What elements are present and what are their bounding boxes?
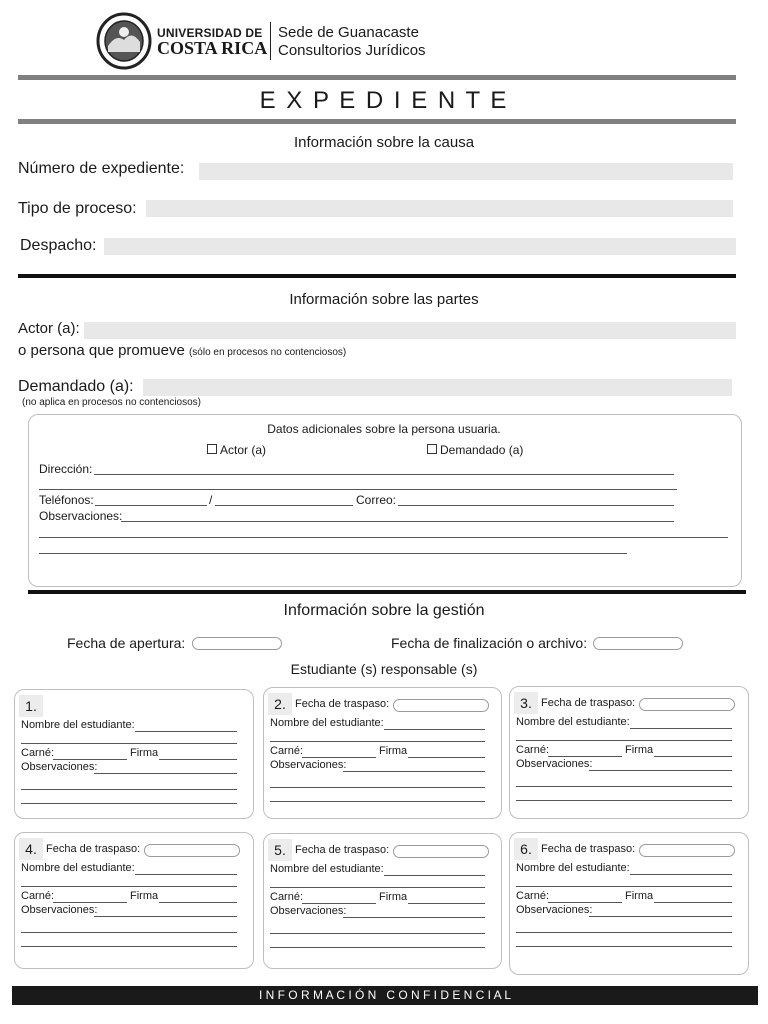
obs-line2-3[interactable]	[516, 786, 732, 787]
traspaso-field-3[interactable]	[639, 698, 735, 711]
obs-line2-5[interactable]	[270, 933, 485, 934]
observaciones-label: Observaciones:	[39, 509, 123, 523]
obs-line2-2[interactable]	[270, 787, 485, 788]
carne-label-1: Carné:	[21, 747, 55, 759]
nombre-label-3: Nombre del estudiante:	[516, 716, 630, 728]
apertura-label: Fecha de apertura:	[67, 635, 186, 651]
obs-line-5[interactable]	[343, 917, 485, 918]
obs-label-2: Observaciones:	[270, 759, 347, 771]
carne-line-6[interactable]	[548, 902, 622, 903]
nombre-line2-3[interactable]	[516, 740, 732, 741]
nombre-line-5[interactable]	[384, 875, 485, 876]
causa-heading: Información sobre la causa	[293, 134, 475, 151]
demandado-checkbox[interactable]	[427, 444, 437, 454]
carne-line-2[interactable]	[302, 757, 376, 758]
opt-actor-label: Actor (a)	[220, 443, 267, 457]
promueve-note: (sólo en procesos no contenciosos)	[188, 347, 347, 358]
firma-line-1[interactable]	[159, 759, 237, 760]
firma-label-2: Firma	[379, 745, 408, 757]
traspaso-label-2: Fecha de traspaso:	[295, 698, 390, 710]
finalizacion-field[interactable]	[593, 637, 683, 650]
telefono-line-1[interactable]	[95, 505, 207, 506]
opt-actor[interactable]	[207, 443, 266, 457]
observaciones-line-1[interactable]	[121, 521, 674, 522]
estudiantes-heading: Estudiante (s) responsable (s)	[290, 661, 478, 677]
obs-label-5: Observaciones:	[270, 905, 347, 917]
student-number-3: 3.	[514, 692, 538, 714]
nombre-line-2[interactable]	[384, 729, 485, 730]
nombre-label-1: Nombre del estudiante:	[21, 719, 135, 731]
dept-text: Consultorios Jurídicos	[278, 42, 426, 59]
tipo-field[interactable]	[146, 200, 733, 217]
traspaso-label-5: Fecha de traspaso:	[295, 844, 390, 856]
causa-divider	[18, 274, 736, 278]
carne-line-3[interactable]	[548, 756, 622, 757]
firma-line-3[interactable]	[654, 756, 732, 757]
firma-label-3: Firma	[625, 744, 654, 756]
nombre-line-1[interactable]	[135, 731, 237, 732]
title-bar	[18, 119, 736, 124]
nombre-line-4[interactable]	[135, 874, 237, 875]
obs-line3-1[interactable]	[21, 803, 237, 804]
traspaso-label-3: Fecha de traspaso:	[541, 697, 636, 709]
nombre-label-4: Nombre del estudiante:	[21, 862, 135, 874]
university-seal-icon	[96, 12, 152, 70]
gestion-heading: Información sobre la gestión	[283, 602, 485, 619]
obs-line-1[interactable]	[94, 773, 237, 774]
university-name-line1: UNIVERSIDAD DE	[157, 26, 263, 40]
obs-line3-3[interactable]	[516, 800, 732, 801]
actor-field[interactable]	[84, 322, 736, 339]
demandado-label: Demandado (a):	[18, 378, 134, 395]
direccion-label: Dirección:	[39, 462, 93, 476]
numero-label: Número de expediente:	[18, 160, 185, 177]
carne-label-4: Carné:	[21, 890, 55, 902]
nombre-label-5: Nombre del estudiante:	[270, 863, 384, 875]
nombre-label-6: Nombre del estudiante:	[516, 862, 630, 874]
university-name-line2: COSTA RICA	[157, 38, 268, 58]
firma-label-5: Firma	[379, 891, 408, 903]
page-title: E X P E D I E N T E	[259, 87, 509, 114]
obs-line2-1[interactable]	[21, 789, 237, 790]
nombre-label-2: Nombre del estudiante:	[270, 717, 384, 729]
firma-line-6[interactable]	[654, 902, 732, 903]
nombre-line-6[interactable]	[630, 874, 732, 875]
obs-line-3[interactable]	[589, 770, 732, 771]
header-divider	[270, 22, 271, 60]
firma-line-4[interactable]	[159, 902, 237, 903]
direccion-line-2[interactable]	[39, 489, 677, 490]
opt-demandado-label: Demandado (a)	[440, 443, 524, 457]
numero-field[interactable]	[199, 163, 733, 180]
observaciones-line-3[interactable]	[39, 553, 627, 554]
carne-line-5[interactable]	[302, 903, 376, 904]
carne-label-5: Carné:	[270, 891, 304, 903]
opt-demandado[interactable]	[427, 443, 523, 457]
despacho-label: Despacho:	[20, 237, 97, 254]
carne-line-1[interactable]	[53, 759, 127, 760]
traspaso-field-4[interactable]	[144, 844, 240, 857]
firma-label-1: Firma	[130, 747, 159, 759]
obs-line-4[interactable]	[94, 916, 237, 917]
observaciones-line-2[interactable]	[39, 537, 728, 538]
student-number-5: 5.	[268, 839, 292, 861]
top-bar	[18, 75, 736, 80]
telefono-line-2[interactable]	[215, 505, 353, 506]
traspaso-field-2[interactable]	[393, 699, 489, 712]
actor-label: Actor (a):	[18, 320, 80, 337]
demandado-note: (no aplica en procesos no contenciosos)	[22, 397, 201, 408]
telefono-slash: /	[209, 493, 213, 507]
despacho-field[interactable]	[104, 238, 736, 255]
firma-line-2[interactable]	[408, 757, 485, 758]
telefonos-label: Teléfonos:	[39, 493, 94, 507]
obs-line-2[interactable]	[343, 771, 485, 772]
obs-label-3: Observaciones:	[516, 758, 593, 770]
nombre-line2-5[interactable]	[270, 887, 485, 888]
gestion-divider	[28, 590, 746, 594]
partes-heading: Información sobre las partes	[289, 291, 479, 308]
correo-line[interactable]	[398, 505, 674, 506]
obs-line3-4[interactable]	[21, 946, 237, 947]
demandado-field[interactable]	[143, 379, 732, 396]
firma-label-4: Firma	[130, 890, 159, 902]
apertura-field[interactable]	[192, 637, 282, 650]
firma-label-6: Firma	[625, 890, 654, 902]
actor-checkbox[interactable]	[207, 444, 217, 454]
obs-label-1: Observaciones:	[21, 761, 98, 773]
obs-line2-6[interactable]	[516, 932, 732, 933]
traspaso-field-6[interactable]	[639, 844, 735, 857]
carne-label-6: Carné:	[516, 890, 550, 902]
adicionales-heading: Datos adicionales sobre la persona usuaria.	[267, 422, 501, 436]
student-number-1: 1.	[19, 695, 43, 717]
correo-label: Correo:	[356, 493, 397, 507]
promueve-label	[18, 342, 346, 359]
tipo-label: Tipo de proceso:	[18, 200, 137, 217]
nombre-line2-6[interactable]	[516, 886, 732, 887]
traspaso-label-6: Fecha de traspaso:	[541, 843, 636, 855]
obs-line3-5[interactable]	[270, 947, 485, 948]
direccion-line-1[interactable]	[94, 474, 674, 475]
footer-text: I N F O R M A C I Ó N C O N F I D E N C I A L	[258, 988, 512, 1002]
traspaso-label-4: Fecha de traspaso:	[46, 843, 141, 855]
nombre-line2-4[interactable]	[21, 886, 237, 887]
obs-line-6[interactable]	[589, 916, 732, 917]
obs-line3-2[interactable]	[270, 801, 485, 802]
carne-label-3: Carné:	[516, 744, 550, 756]
student-number-2: 2.	[268, 693, 292, 715]
carne-label-2: Carné:	[270, 745, 304, 757]
promueve-text: o persona que promueve	[18, 342, 185, 359]
obs-label-6: Observaciones:	[516, 904, 593, 916]
nombre-line2-1[interactable]	[21, 743, 237, 744]
student-number-4: 4.	[19, 838, 43, 860]
student-number-6: 6.	[514, 838, 538, 860]
sede-text: Sede de Guanacaste	[278, 24, 419, 41]
finalizacion-label: Fecha de finalización o archivo:	[391, 635, 588, 651]
obs-line2-4[interactable]	[21, 932, 237, 933]
nombre-line-3[interactable]	[630, 728, 732, 729]
obs-line3-6[interactable]	[516, 946, 732, 947]
nombre-line2-2[interactable]	[270, 741, 485, 742]
obs-label-4: Observaciones:	[21, 904, 98, 916]
traspaso-field-5[interactable]	[393, 845, 489, 858]
carne-line-4[interactable]	[53, 902, 127, 903]
firma-line-5[interactable]	[408, 903, 485, 904]
